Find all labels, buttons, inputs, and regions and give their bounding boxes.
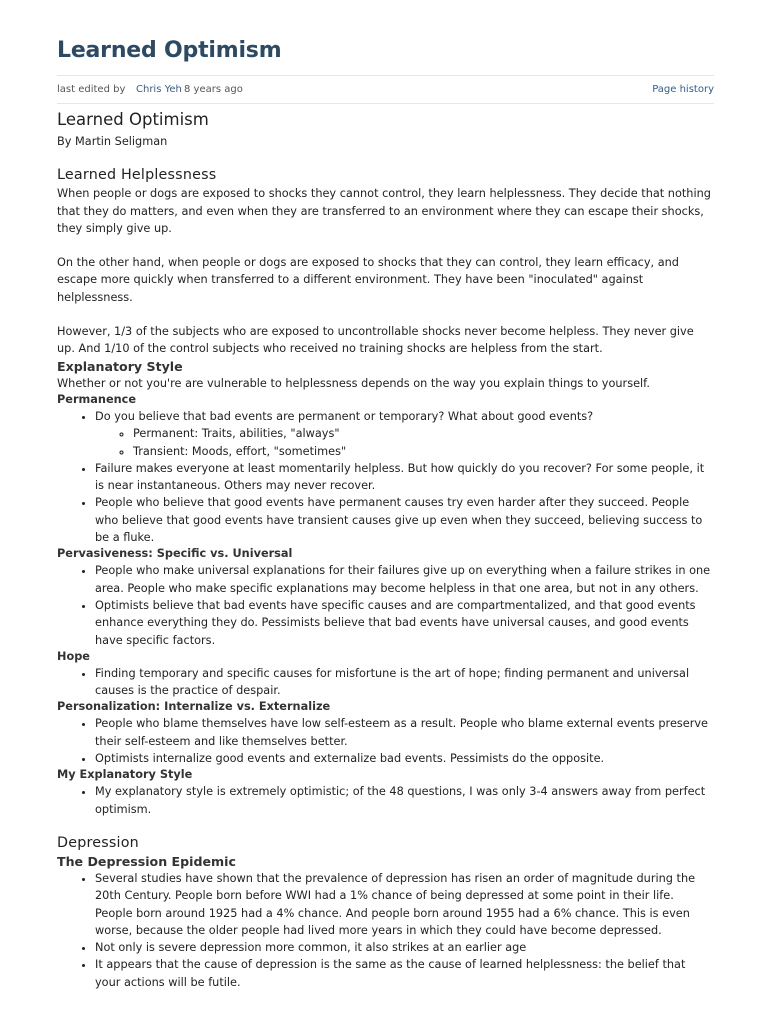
article-title: Learned Optimism — [57, 110, 209, 129]
list-item — [95, 408, 714, 460]
bullet-list — [57, 715, 714, 767]
list-item: • People who believe that good events have permanent causes try even harder after they succeed. People who believe that good events have transient causes give up even when they succeed, believing success to be a fluke. — [95, 494, 714, 546]
list-item: ◦ Permanent: Traits, abilities, "always" — [133, 425, 714, 442]
subheading-personalization: Personalization: Internalize vs. Externalize — [57, 700, 331, 714]
article-byline: By Martin Seligman — [57, 135, 168, 148]
bullet-list — [57, 562, 714, 648]
subheading-pervasiveness: Pervasiveness: Specific vs. Universal — [57, 547, 293, 561]
subheading-permanence: Permanence — [57, 392, 137, 406]
list-item: • Several studies have shown that the prevalence of depression has risen an order of magnitude during the 20th Century. People born before WWI had a 1% chance of being depressed at some point in their life. People born around 1925 had a 4% chance. And people born around 1955 had a 6% chance. This is even worse, because the older people had lived more years in which they could have become depressed. — [95, 870, 714, 939]
paragraph: Whether or not you're are vulnerable to helplessness depends on the way you explain things to yourself. — [57, 376, 650, 390]
list-item: ◦ Transient: Moods, effort, "sometimes" — [133, 443, 714, 460]
nested-bullet-list — [95, 425, 714, 460]
list-item: • Failure makes everyone at least momentarily helpless. But how quickly do you recover? For some people, it is near instantaneous. Others may never recover. — [95, 460, 714, 495]
edited-timestamp: 8 years ago — [184, 84, 243, 95]
section-heading-depression: Depression — [57, 834, 139, 851]
last-edited-label: last edited by — [57, 84, 126, 95]
page-history-link[interactable]: Page history — [652, 84, 714, 95]
subheading-depression-epidemic: The Depression Epidemic — [57, 853, 236, 869]
subheading-hope: Hope — [57, 649, 90, 663]
section-heading-explanatory-style: Explanatory Style — [57, 358, 183, 374]
list-item: • My explanatory style is extremely optimistic; of the 48 questions, I was only 3-4 answers away from perfect optimism. — [95, 783, 714, 818]
list-item: • Finding temporary and specific causes for misfortune is the art of hope; finding permanent and universal causes is the practice of despair. — [95, 665, 714, 700]
bullet-list — [57, 870, 714, 991]
list-item: • Optimists believe that bad events have specific causes and are compartmentalized, and that good events enhance everything they do. Pessimists believe that bad events have universal causes, and good events have specific factors. — [95, 597, 714, 649]
article-content — [57, 108, 714, 991]
page-title: Learned Optimism — [57, 38, 282, 63]
list-item: • Not only is severe depression more common, it also strikes at an earlier age — [95, 939, 714, 956]
bullet-list — [57, 665, 714, 700]
list-item: • Optimists internalize good events and externalize bad events. Pessimists do the opposite. — [95, 750, 714, 767]
bullet-list — [57, 408, 714, 546]
bullet-list — [57, 783, 714, 818]
list-item: • People who blame themselves have low self-esteem as a result. People who blame external events preserve their self-esteem and like themselves better. — [95, 715, 714, 750]
list-item: • People who make universal explanations for their failures give up on everything when a failure strikes in one area. People who make specific explanations may become helpless in that one area, but not in any others. — [95, 562, 714, 597]
author-link[interactable]: Chris Yeh — [136, 84, 182, 95]
paragraph: However, 1/3 of the subjects who are exposed to uncontrollable shocks never become helpless. They never give up. And 1/10 of the control subjects who received no training shocks are helpless from the start. — [57, 325, 694, 356]
list-item-text: Do you believe that bad events are permanent or temporary? What about good events? — [95, 409, 594, 423]
section-heading-learned-helplessness: Learned Helplessness — [57, 167, 217, 184]
list-item: • It appears that the cause of depression is the same as the cause of learned helplessness: the belief that your actions will be futile. — [95, 956, 714, 991]
subheading-my-explanatory-style: My Explanatory Style — [57, 768, 193, 782]
page-metadata-bar — [57, 75, 714, 104]
paragraph: On the other hand, when people or dogs are exposed to shocks that they can control, they learn efficacy, and escape more quickly when transferred to a different environment. They have been "inoculated" against helplessness. — [57, 256, 679, 304]
paragraph: When people or dogs are exposed to shocks they cannot control, they learn helplessness. They decide that nothing that they do matters, and even when they are transferred to an environment where they can escape their shocks, they simply give up. — [57, 187, 711, 235]
